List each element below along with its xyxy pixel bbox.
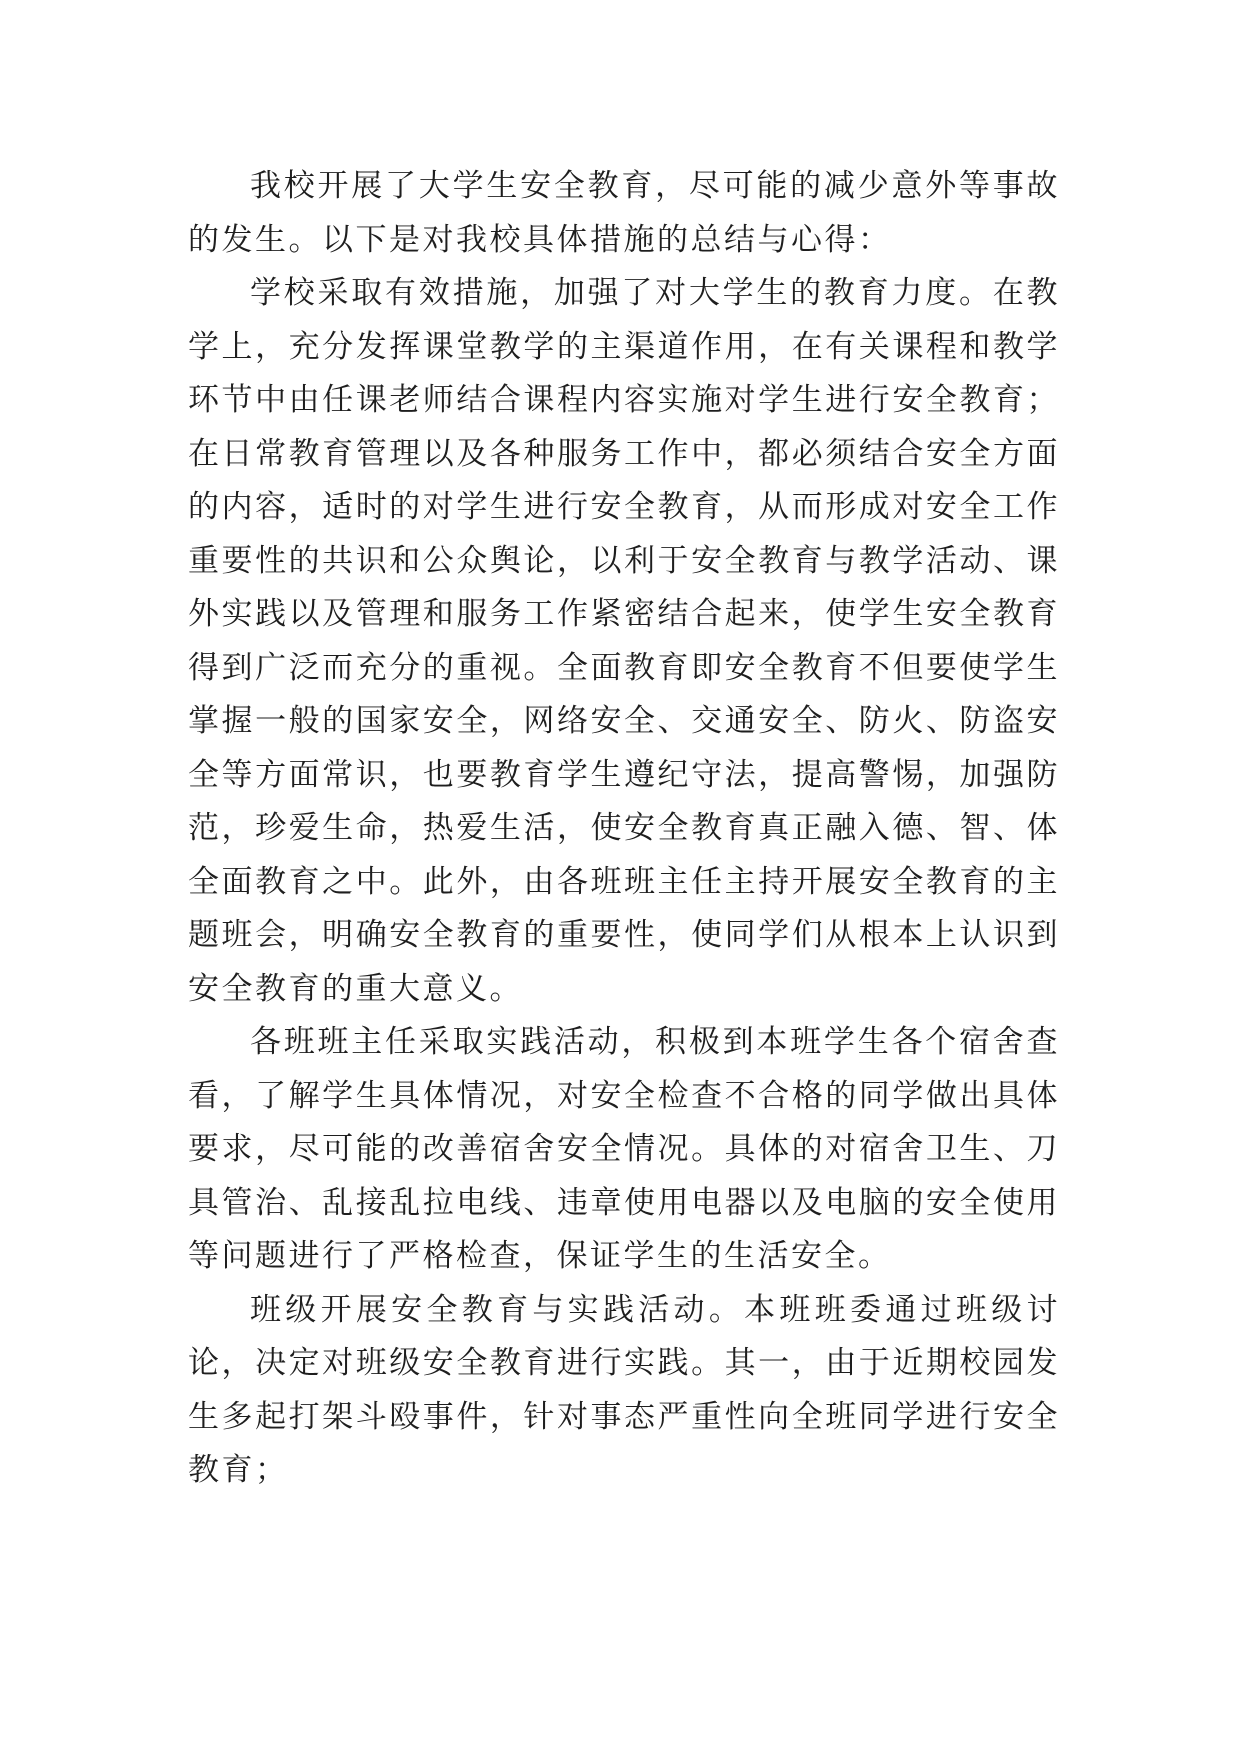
document-body (188, 160, 1060, 1498)
paragraph-school-measures: 学校采取有效措施，加强了对大学生的教育力度。在教学上，充分发挥课堂教学的主渠道作用，在有关课程和教学环节中由任课老师结合课程内容实施对学生进行安全教育；在日常教育管理以及各种服务工作中，都必须结合安全方面的内容，适时的对学生进行安全教育，从而形成对安全工作重要性的共识和公众舆论，以利于安全教育与教学活动、课外实践以及管理和服务工作紧密结合起来，使学生安全教育得到广泛而充分的重视。全面教育即安全教育不但要使学生掌握一般的国家安全，网络安全、交通安全、防火、防盗安全等方面常识，也要教育学生遵纪守法，提高警惕，加强防范，珍爱生命，热爱生活，使安全教育真正融入德、智、体全面教育之中。此外，由各班班主任主持开展安全教育的主题班会，明确安全教育的重要性，使同学们从根本上认识到安全教育的重大意义。 (188, 275, 1060, 1007)
paragraph-class-activities: 班级开展安全教育与实践活动。本班班委通过班级讨论，决定对班级安全教育进行实践。其一，由于近期校园发生多起打架斗殴事件，针对事态严重性向全班同学进行安全教育； (188, 1291, 1060, 1488)
paragraph-dormitory-inspection: 各班班主任采取实践活动，积极到本班学生各个宿舍查看，了解学生具体情况，对安全检查不合格的同学做出具体要求，尽可能的改善宿舍安全情况。具体的对宿舍卫生、刀具管治、乱接乱拉电线、违章使用电器以及电脑的安全使用等问题进行了严格检查，保证学生的生活安全。 (188, 1024, 1060, 1274)
paragraph-intro: 我校开展了大学生安全教育，尽可能的减少意外等事故的发生。以下是对我校具体措施的总结与心得： (188, 168, 1060, 258)
